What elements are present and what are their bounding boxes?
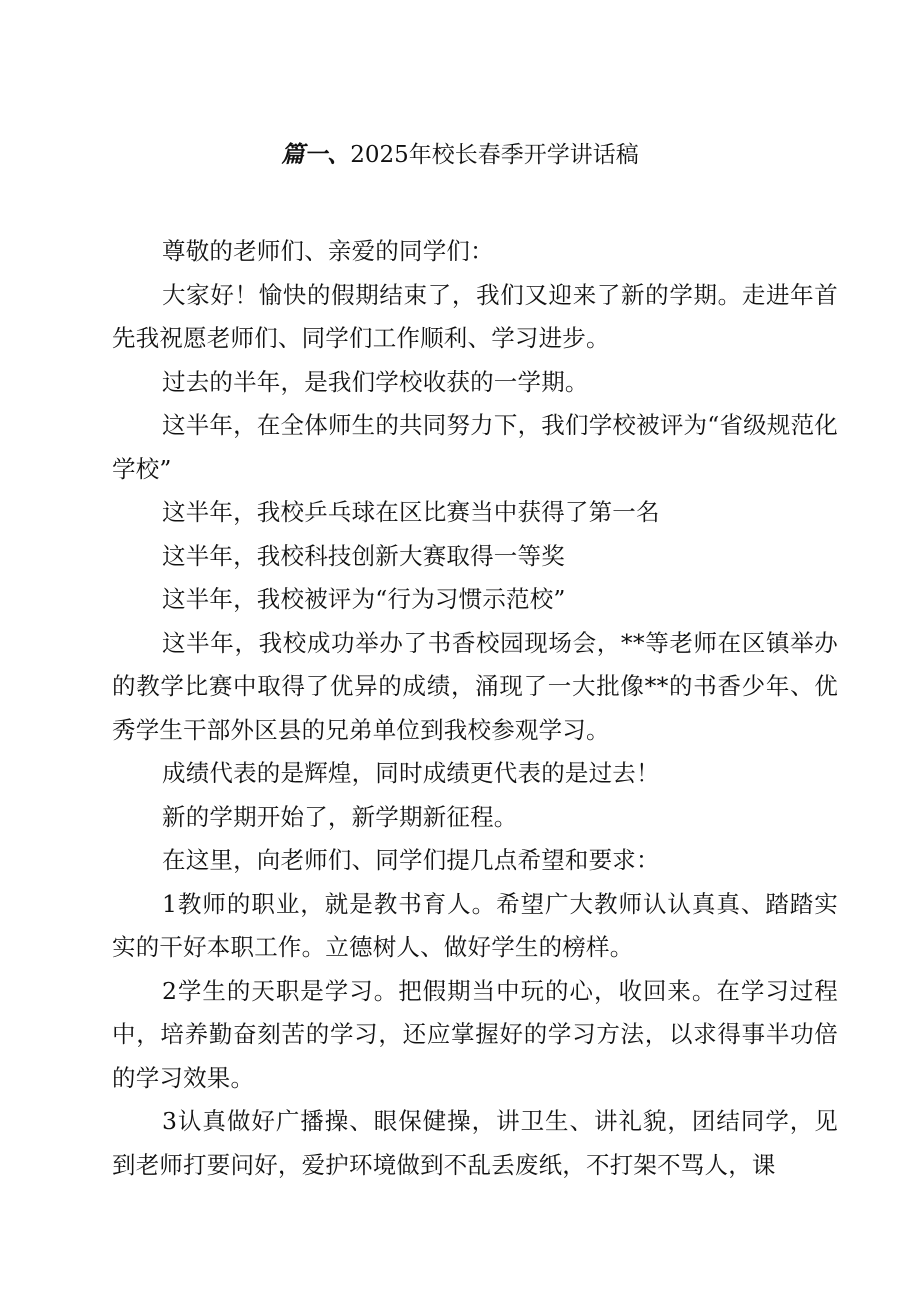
- paragraph-item-2: 2学生的天职是学习。把假期当中玩的心，收回来。在学习过程中，培养勤奋刻苦的学习，还应掌握好的学习方法，以求得事半功倍的学习效果。: [112, 976, 838, 1092]
- document-body: [112, 230, 838, 1187]
- paragraph-achievement-1: 这半年，在全体师生的共同努力下，我们学校被评为“省级规范化学校”: [112, 411, 838, 483]
- title-main: 2025年校长春季开学讲话稿: [350, 142, 639, 168]
- paragraph-achievement-4: 这半年，我校被评为“行为习惯示范校”: [162, 585, 566, 613]
- paragraph-greeting: 大家好！愉快的假期结束了，我们又迎来了新的学期。走进年首先我祝愿老师们、同学们工作顺利、学习进步。: [112, 280, 838, 352]
- paragraph-item-1: 1教师的职业，就是教书育人。希望广大教师认认真真、踏踏实实的干好本职工作。立德树人、做好学生的榜样。: [112, 889, 838, 961]
- paragraph-new-term: 新的学期开始了，新学期新征程。: [162, 802, 518, 831]
- paragraph-achievement-5: 这半年，我校成功举办了书香校园现场会，**等老师在区镇举办的教学比赛中取得了优异的成绩，涌现了一大批像**的书香少年、优秀学生干部外区县的兄弟单位到我校参观学习。: [112, 628, 838, 744]
- paragraph-achievement-3: 这半年，我校科技创新大赛取得一等奖: [162, 541, 565, 570]
- paragraph-reflection: 成绩代表的是辉煌，同时成绩更代表的是过去！: [162, 759, 660, 787]
- paragraph-item-3: 3认真做好广播操、眼保健操，讲卫生、讲礼貌，团结同学，见到老师打要问好，爱护环境做到不乱丢废纸，不打架不骂人，课: [112, 1107, 838, 1179]
- title-prefix: 篇一、: [281, 141, 351, 168]
- paragraph-expectations-intro: 在这里，向老师们、同学们提几点希望和要求：: [162, 846, 660, 874]
- paragraph-achievement-2: 这半年，我校乒乓球在区比赛当中获得了第一名: [162, 498, 660, 526]
- document-title: [0, 138, 920, 172]
- paragraph-salutation: 尊敬的老师们、亲爱的同学们：: [162, 237, 494, 265]
- paragraph-past-half-year: 过去的半年，是我们学校收获的一学期。: [162, 367, 589, 396]
